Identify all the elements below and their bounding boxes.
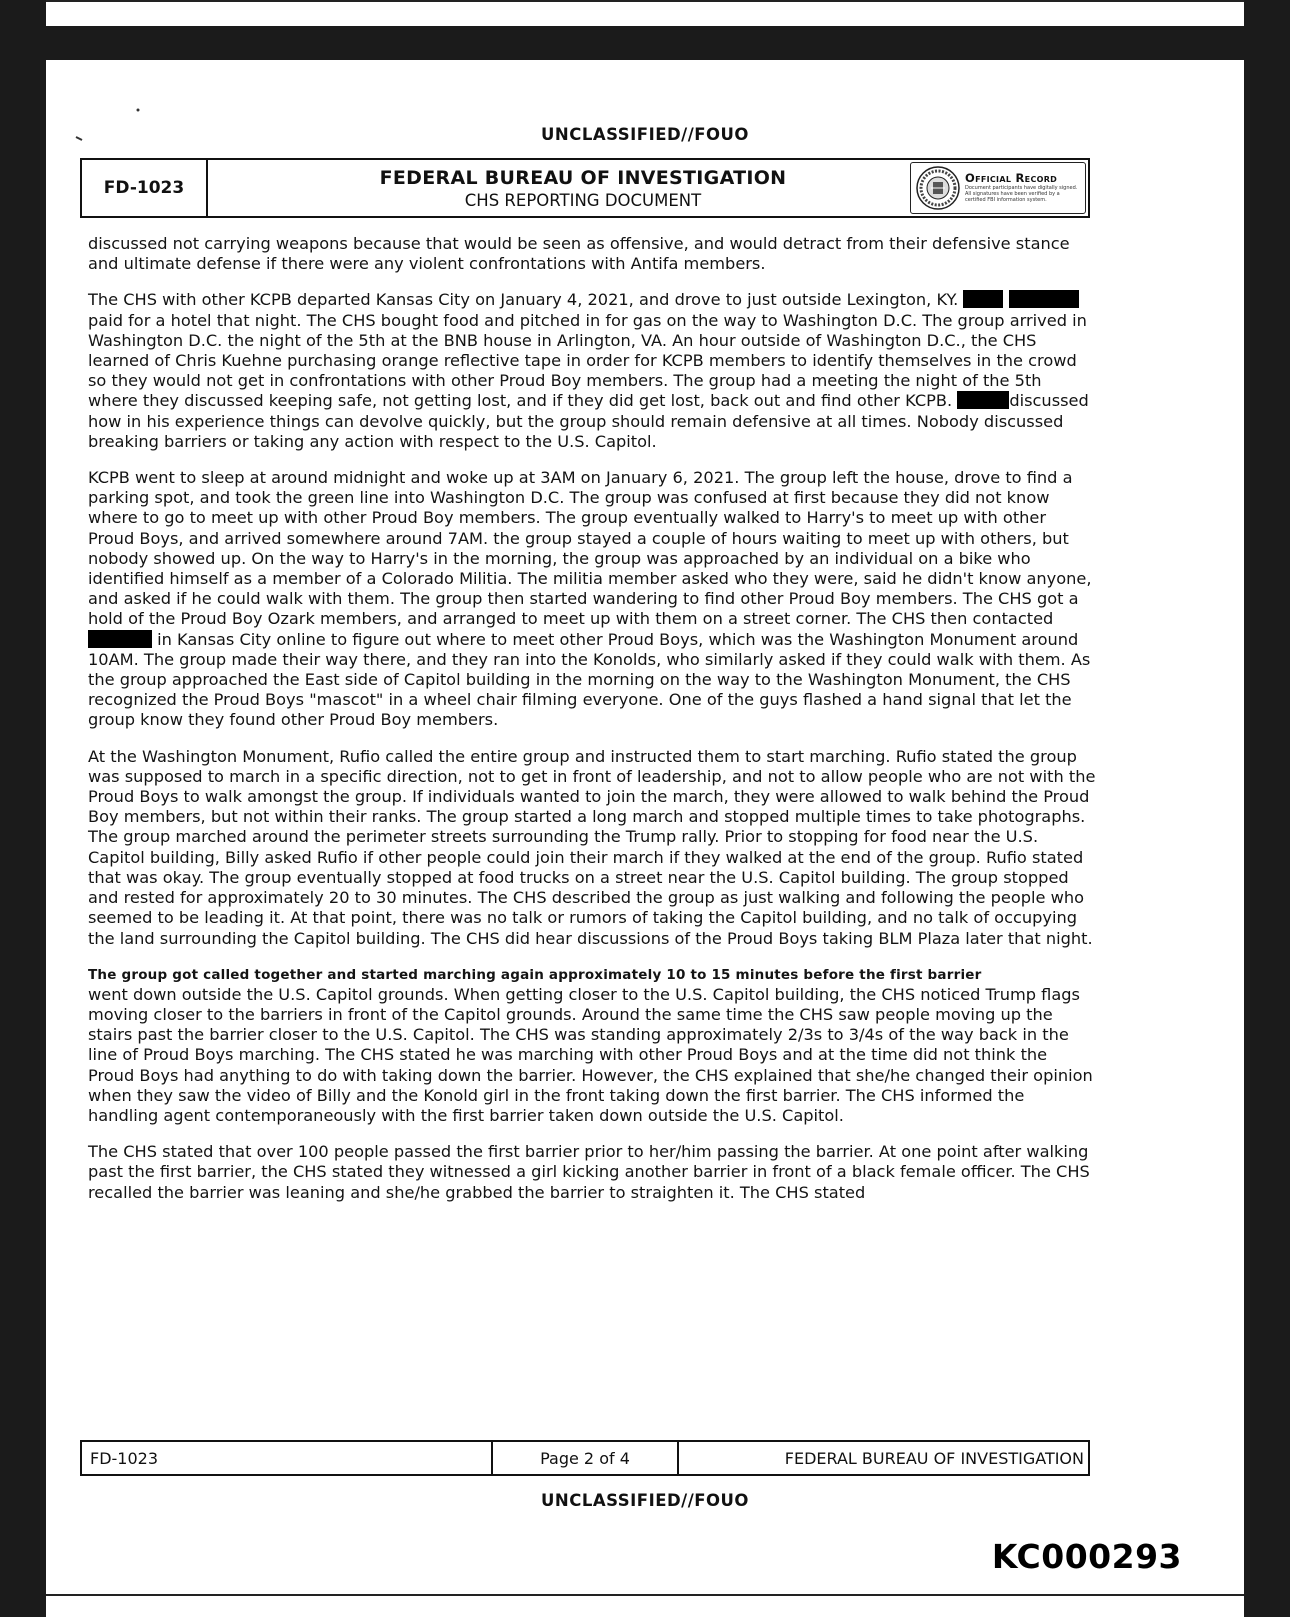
paragraph-3-text-b: in Kansas City online to figure out where to meet other Proud Boys, which was the Washington Monument around 10AM. The group made their way there, and they ran into the Konolds, who similarly asked if they could walk with them. As the group approached the East side of Capitol building in the morning on the way to the Washington Monument, the CHS recognized the Proud Boys "mascot" in a wheel chair filming everyone. One of the guys flashed a hand signal that let the group know they found other Proud Boy members.: [88, 629, 1091, 730]
paragraph-4: [88, 747, 1096, 949]
paragraph-2-text-c: discussed how in his experience things can devolve quickly, but the group should remain defensive at all times. Nobody discussed breaking barriers or taking any action with respect to the U.S. Capitol.: [88, 391, 1089, 451]
header-document-type: CHS REPORTING DOCUMENT: [464, 190, 702, 210]
header-box: [80, 158, 1090, 218]
paragraph-5: [88, 965, 1096, 1126]
redaction-block: [88, 630, 152, 648]
scan-specks: [46, 60, 146, 160]
header-form-number: FD-1023: [82, 160, 208, 216]
paragraph-5-text-b: went down outside the U.S. Capitol grounds. When getting closer to the U.S. Capitol building, the CHS noticed Trump flags moving closer to the barriers in front of the Capitol grounds. Around the same time the CHS saw people moving up the stairs past the barrier closer to the U.S. Capitol. The CHS was standing approximately 2/3s to 3/4s of the way back in the line of Proud Boys marching. The CHS stated he was marching with other Proud Boys and at the time did not think the Proud Boys had anything to do with taking down the barrier. However, the CHS explained that she/he changed their opinion when they saw the video of Billy and the Konold girl in the front taking down the first barrier. The CHS informed the handling agent contemporaneously with the first barrier taken down outside the U.S. Capitol.: [88, 984, 1093, 1125]
redaction-block: [963, 290, 1003, 308]
header-agency: FEDERAL BUREAU OF INVESTIGATION: [379, 166, 787, 189]
seal-text: [965, 173, 1081, 203]
paragraph-6: [88, 1142, 1096, 1203]
paragraph-2-text-a: The CHS with other KCPB departed Kansas City on January 4, 2021, and drove to just outside Lexington, KY.: [88, 290, 959, 310]
paragraph-2-text-b: paid for a hotel that night. The CHS bought food and pitched in for gas on the way to Washington D.C. The group arrived in Washington D.C. the night of the 5th at the BNB house in Arlington, VA. An hour outside of Washington D.C., the CHS learned of Chris Kuehne purchasing orange reflective tape in order for KCPB members to identify themselves in the crowd so they would not get in confrontations with other Proud Boy members. The group had a meeting the night of the 5th where they discussed keeping safe, not getting lost, and if they did get lost, back out and find other KCPB.: [88, 310, 1087, 411]
paragraph-1-text: discussed not carrying weapons because that would be seen as offensive, and would detract from their defensive stance and ultimate defense if there were any violent confrontations with Antifa members.: [88, 234, 1070, 274]
official-record-seal: [910, 162, 1086, 214]
paragraph-2: [88, 290, 1096, 452]
fbi-seal-icon: [915, 165, 961, 211]
paragraph-6-text: The CHS stated that over 100 people passed the first barrier prior to her/him passing the barrier. At one point after walking past the first barrier, the CHS stated they witnessed a girl kicking another barrier in front of a black female officer. The CHS recalled the barrier was leaning and she/he grabbed the barrier to straighten it. The CHS stated: [88, 1142, 1090, 1202]
document-page: [46, 60, 1244, 1617]
paragraph-4-text: At the Washington Monument, Rufio called the entire group and instructed them to start marching. Rufio stated the group was supposed to march in a specific direction, not to get in front of leadership, and not to allow people who are not with the Proud Boys to walk amongst the group. If individuals wanted to join the march, they were allowed to walk behind the Proud Boy members, but not within their ranks. The group started a long march and stopped multiple times to take photographs. The group marched around the perimeter streets surrounding the Trump rally. Prior to stopping for food near the U.S. Capitol building, Billy asked Rufio if other people could join their march if they walked at the end of the group. Rufio stated that was okay. The group eventually stopped at food trucks on a street near the U.S. Capitol building. The group stopped and rested for approximately 20 to 30 minutes. The CHS described the group as just walking and following the people who seemed to be leading it. At that point, there was no talk or rumors of taking the Capitol building, and no talk of occupying the land surrounding the Capitol building. The CHS did hear discussions of the Proud Boys taking BLM Plaza later that night.: [88, 746, 1096, 948]
previous-page-edge: [46, 0, 1244, 26]
paragraph-5-text-a: The group got called together and started marching again approximately 10 to 15 minutes before the first barrier: [88, 966, 982, 983]
footer-page-number: Page 2 of 4: [493, 1442, 679, 1474]
redaction-block: [1009, 290, 1079, 308]
footer-box: [80, 1440, 1090, 1476]
paragraph-3: [88, 468, 1096, 731]
classification-top: UNCLASSIFIED//FOUO: [541, 125, 749, 144]
footer-agency: FEDERAL BUREAU OF INVESTIGATION: [784, 1449, 1084, 1468]
seal-label: Official Record: [965, 171, 1058, 186]
paragraph-1: [88, 234, 1096, 274]
paragraph-3-text-a: KCPB went to sleep at around midnight and woke up at 3AM on January 6, 2021. The group left the house, drove to find a parking spot, and took the green line into Washington D.C. The group was confused at first because they did not know where to go to meet up with other Proud Boy members. The group eventually walked to Harry's to meet up with other Proud Boys, and arrived somewhere around 7AM. the group stayed a couple of hours waiting to meet up with others, but nobody showed up. On the way to Harry's in the morning, the group was approached by an individual on a bike who identified himself as a member of a Colorado Militia. The militia member asked who they were, said he didn't know anyone, and asked if he could walk with them. The group then started wandering to find other Proud Boy members. The CHS got a hold of the Proud Boy Ozark members, and arranged to meet up with them on a street corner. The CHS then contacted: [88, 468, 1092, 629]
classification-bottom: UNCLASSIFIED//FOUO: [541, 1491, 749, 1510]
page-bottom-rule: [46, 1594, 1244, 1596]
seal-fine-print: Document participants have digitally signed. All signatures have been verified by a certified FBI information system.: [965, 184, 1078, 203]
redaction-block: [957, 391, 1009, 409]
bates-number: KC000293: [991, 1537, 1182, 1576]
footer-form-number: FD-1023: [82, 1442, 493, 1474]
previous-page-rule: [46, 0, 1244, 2]
report-body: [88, 234, 1096, 1219]
